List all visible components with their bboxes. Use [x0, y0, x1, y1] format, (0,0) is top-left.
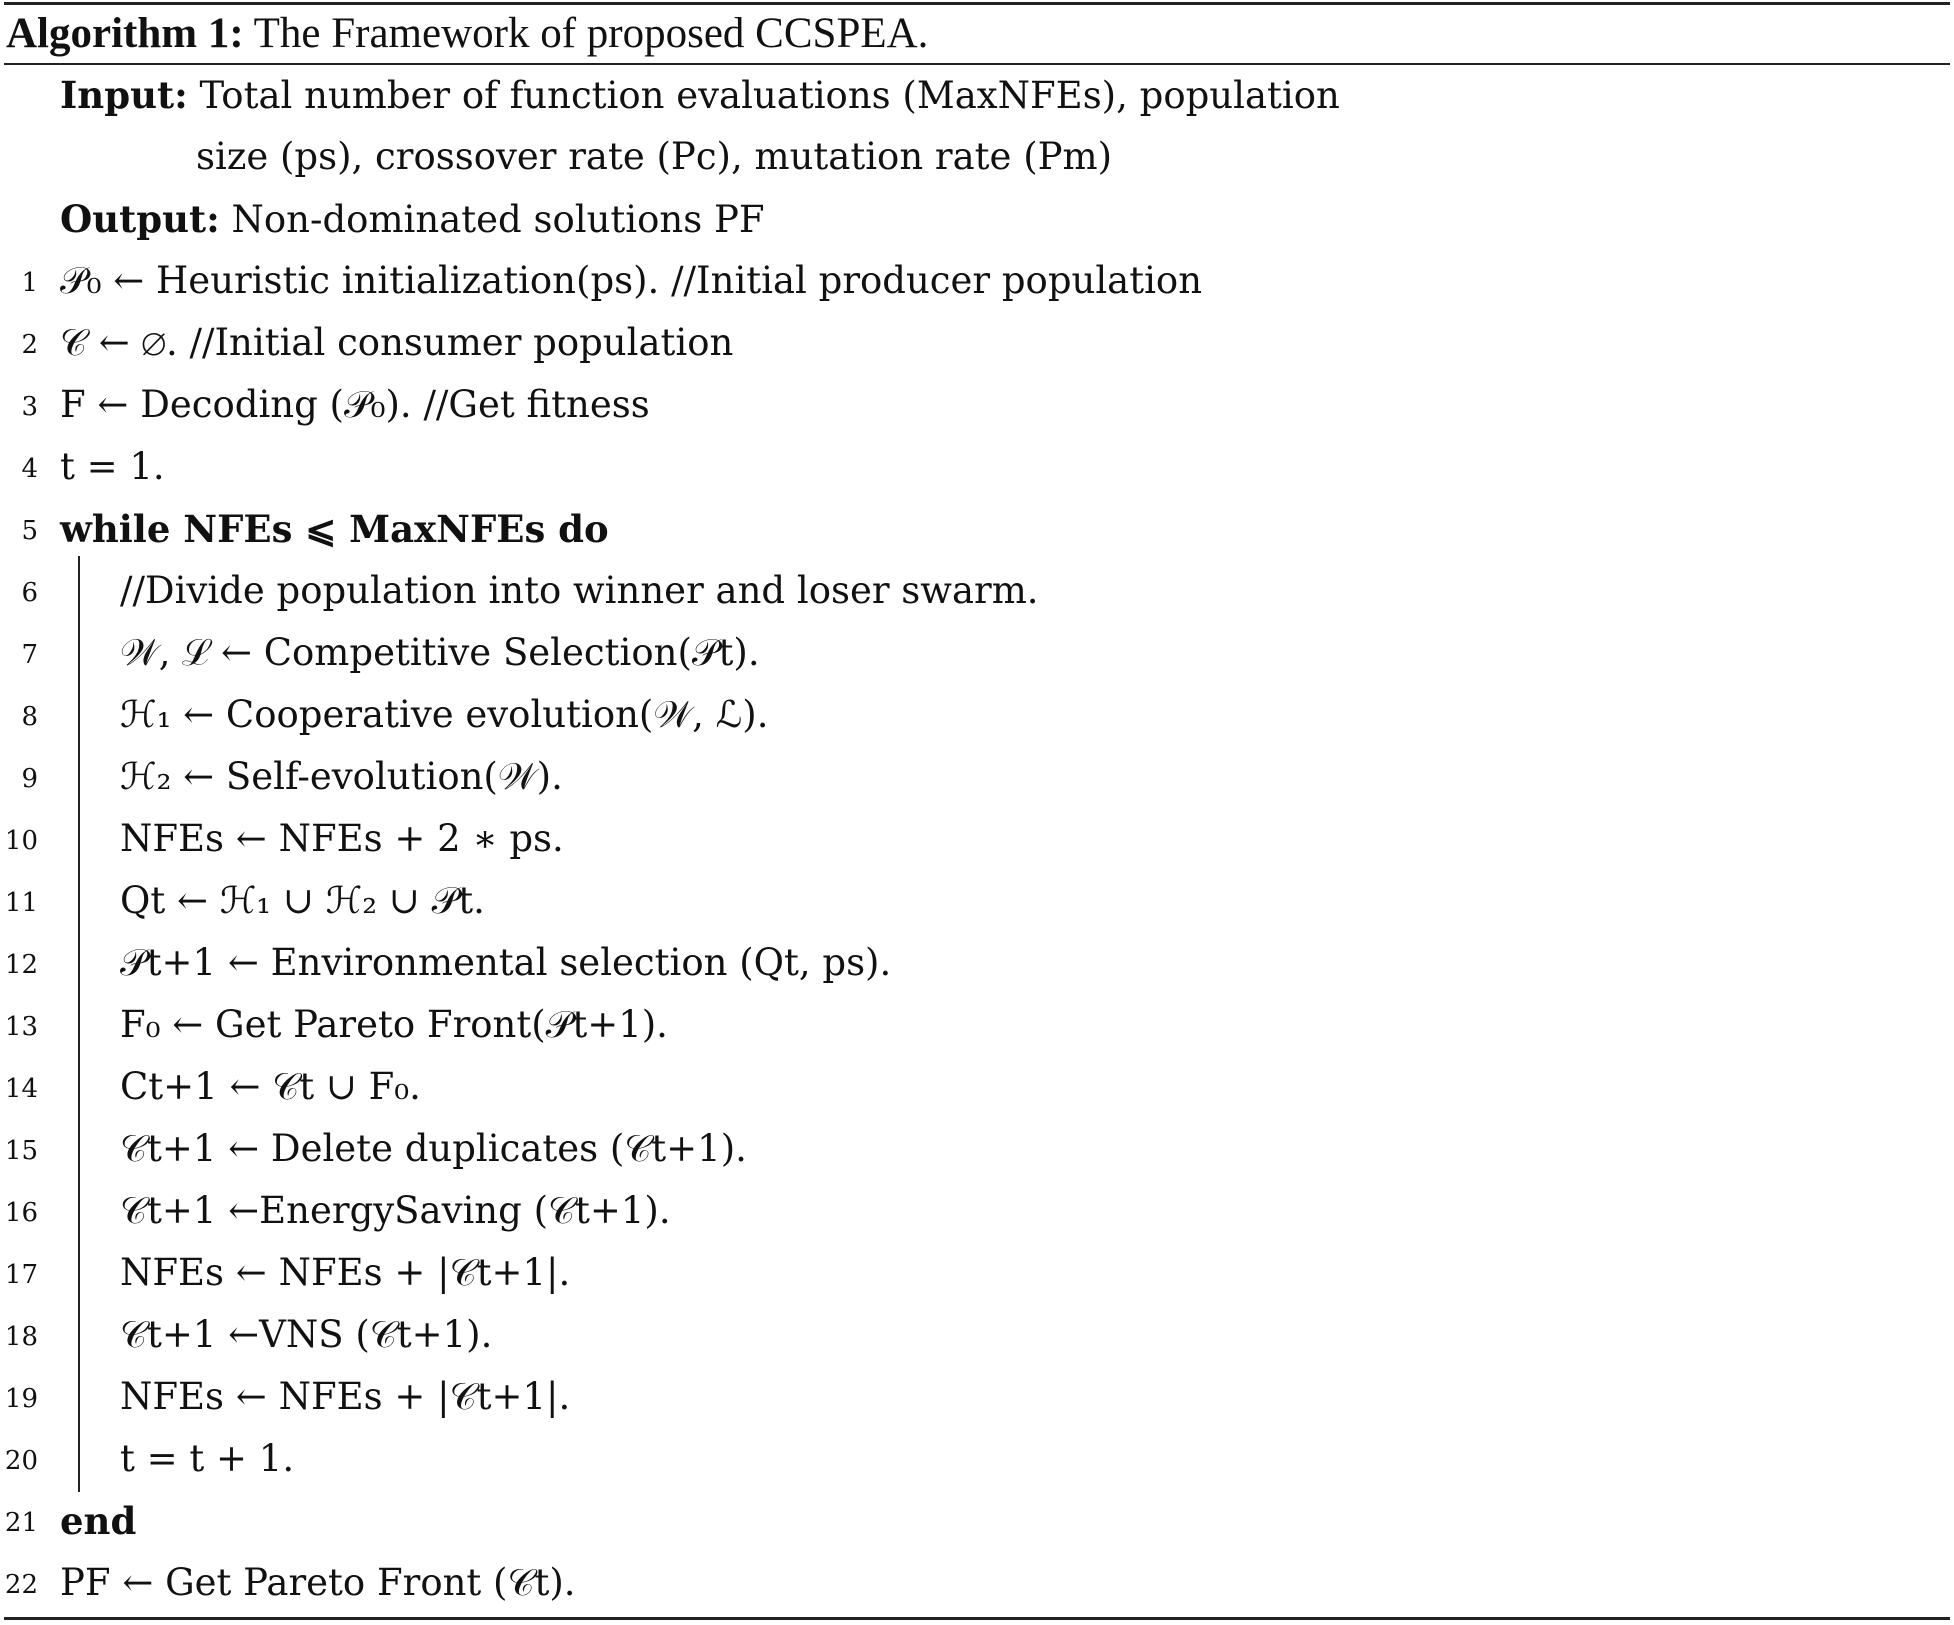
line-number: 13	[4, 1012, 38, 1042]
algorithm-line	[0, 1242, 1954, 1304]
line-text: //Divide population into winner and loser swarm.	[120, 569, 1039, 612]
algorithm-line	[0, 498, 1954, 560]
top-rule	[4, 2, 1950, 5]
line-number: 19	[4, 1384, 38, 1414]
algorithm-line	[0, 932, 1954, 994]
input-row	[60, 64, 1340, 126]
line-text: 𝒞 ← ∅. //Initial consumer population	[60, 321, 734, 364]
algorithm-line	[0, 1490, 1954, 1552]
bottom-rule	[4, 1617, 1950, 1620]
line-number: 21	[4, 1508, 38, 1538]
line-text: ℋ₁ ← Cooperative evolution(𝒲, ℒ).	[120, 693, 769, 736]
algorithm-line	[0, 870, 1954, 932]
line-number: 4	[21, 454, 38, 484]
algorithm-line	[0, 560, 1954, 622]
output-text: Non-dominated solutions PF	[231, 198, 765, 241]
algorithm-line	[0, 1056, 1954, 1118]
line-number: 9	[21, 764, 38, 794]
algorithm-line	[0, 622, 1954, 684]
line-text: PF ← Get Pareto Front (𝒞t).	[60, 1561, 576, 1604]
line-number: 6	[21, 578, 38, 608]
line-number: 18	[4, 1322, 38, 1352]
line-text: Ct+1 ← 𝒞t ∪ F₀.	[120, 1065, 421, 1108]
line-text: t = 1.	[60, 445, 165, 488]
line-text: NFEs ← NFEs + |𝒞t+1|.	[120, 1251, 571, 1294]
line-number: 22	[4, 1570, 38, 1600]
line-text: NFEs ← NFEs + 2 ∗ ps.	[120, 817, 564, 860]
line-number: 20	[4, 1446, 38, 1476]
while-statement: while NFEs ⩽ MaxNFEs do	[60, 507, 609, 551]
line-number: 10	[4, 826, 38, 856]
line-number: 14	[4, 1074, 38, 1104]
line-number: 7	[21, 640, 38, 670]
input-key: Input:	[60, 73, 188, 117]
line-text: ℋ₂ ← Self-evolution(𝒲).	[120, 755, 563, 798]
input-text-line1: Total number of function evaluations (MaxNFEs), population	[199, 74, 1340, 117]
algorithm-line	[0, 436, 1954, 498]
line-text: NFEs ← NFEs + |𝒞t+1|.	[120, 1375, 571, 1418]
line-number: 3	[21, 392, 38, 422]
line-number: 16	[4, 1198, 38, 1228]
algorithm-title: The Framework of proposed CCSPEA.	[253, 10, 929, 57]
algorithm-line	[0, 746, 1954, 808]
algorithm-line	[0, 312, 1954, 374]
line-text: t = t + 1.	[120, 1437, 295, 1480]
output-row	[60, 188, 765, 250]
algorithm-line	[0, 1552, 1954, 1614]
line-number: 11	[4, 888, 38, 918]
algorithm-line	[0, 374, 1954, 436]
line-number: 15	[4, 1136, 38, 1166]
line-text: 𝒞t+1 ←VNS (𝒞t+1).	[120, 1313, 493, 1356]
line-text: 𝒲, ℒ ← Competitive Selection(𝒫t).	[120, 631, 760, 674]
algorithm-line	[0, 1304, 1954, 1366]
line-text: Qt ← ℋ₁ ∪ ℋ₂ ∪ 𝒫t.	[120, 879, 485, 922]
input-text-line2: size (ps), crossover rate (Pc), mutation rate (Pm)	[196, 135, 1113, 178]
line-number: 12	[4, 950, 38, 980]
algorithm-label: Algorithm 1:	[6, 10, 244, 57]
algorithm-line	[0, 1180, 1954, 1242]
line-text: 𝒞t+1 ←EnergySaving (𝒞t+1).	[120, 1189, 671, 1232]
algorithm-line	[0, 1118, 1954, 1180]
algorithm-line	[0, 684, 1954, 746]
line-text: F₀ ← Get Pareto Front(𝒫t+1).	[120, 1003, 668, 1046]
algorithm-line	[0, 994, 1954, 1056]
algorithm-line	[0, 1428, 1954, 1490]
algorithm-line	[0, 1366, 1954, 1428]
output-key: Output:	[60, 197, 220, 241]
line-number: 2	[21, 330, 38, 360]
line-text: F ← Decoding (𝒫₀). //Get fitness	[60, 383, 650, 426]
algorithm-line	[0, 250, 1954, 312]
line-number: 5	[21, 516, 38, 546]
line-number: 1	[21, 268, 38, 298]
line-number: 8	[21, 702, 38, 732]
line-number: 17	[4, 1260, 38, 1290]
line-text: 𝒫₀ ← Heuristic initialization(ps). //Initial producer population	[60, 259, 1203, 302]
algorithm-caption	[6, 6, 928, 62]
line-text: 𝒫t+1 ← Environmental selection (Qt, ps).	[120, 941, 892, 984]
end-statement: end	[60, 1499, 137, 1543]
line-text: 𝒞t+1 ← Delete duplicates (𝒞t+1).	[120, 1127, 747, 1170]
algorithm-line	[0, 808, 1954, 870]
